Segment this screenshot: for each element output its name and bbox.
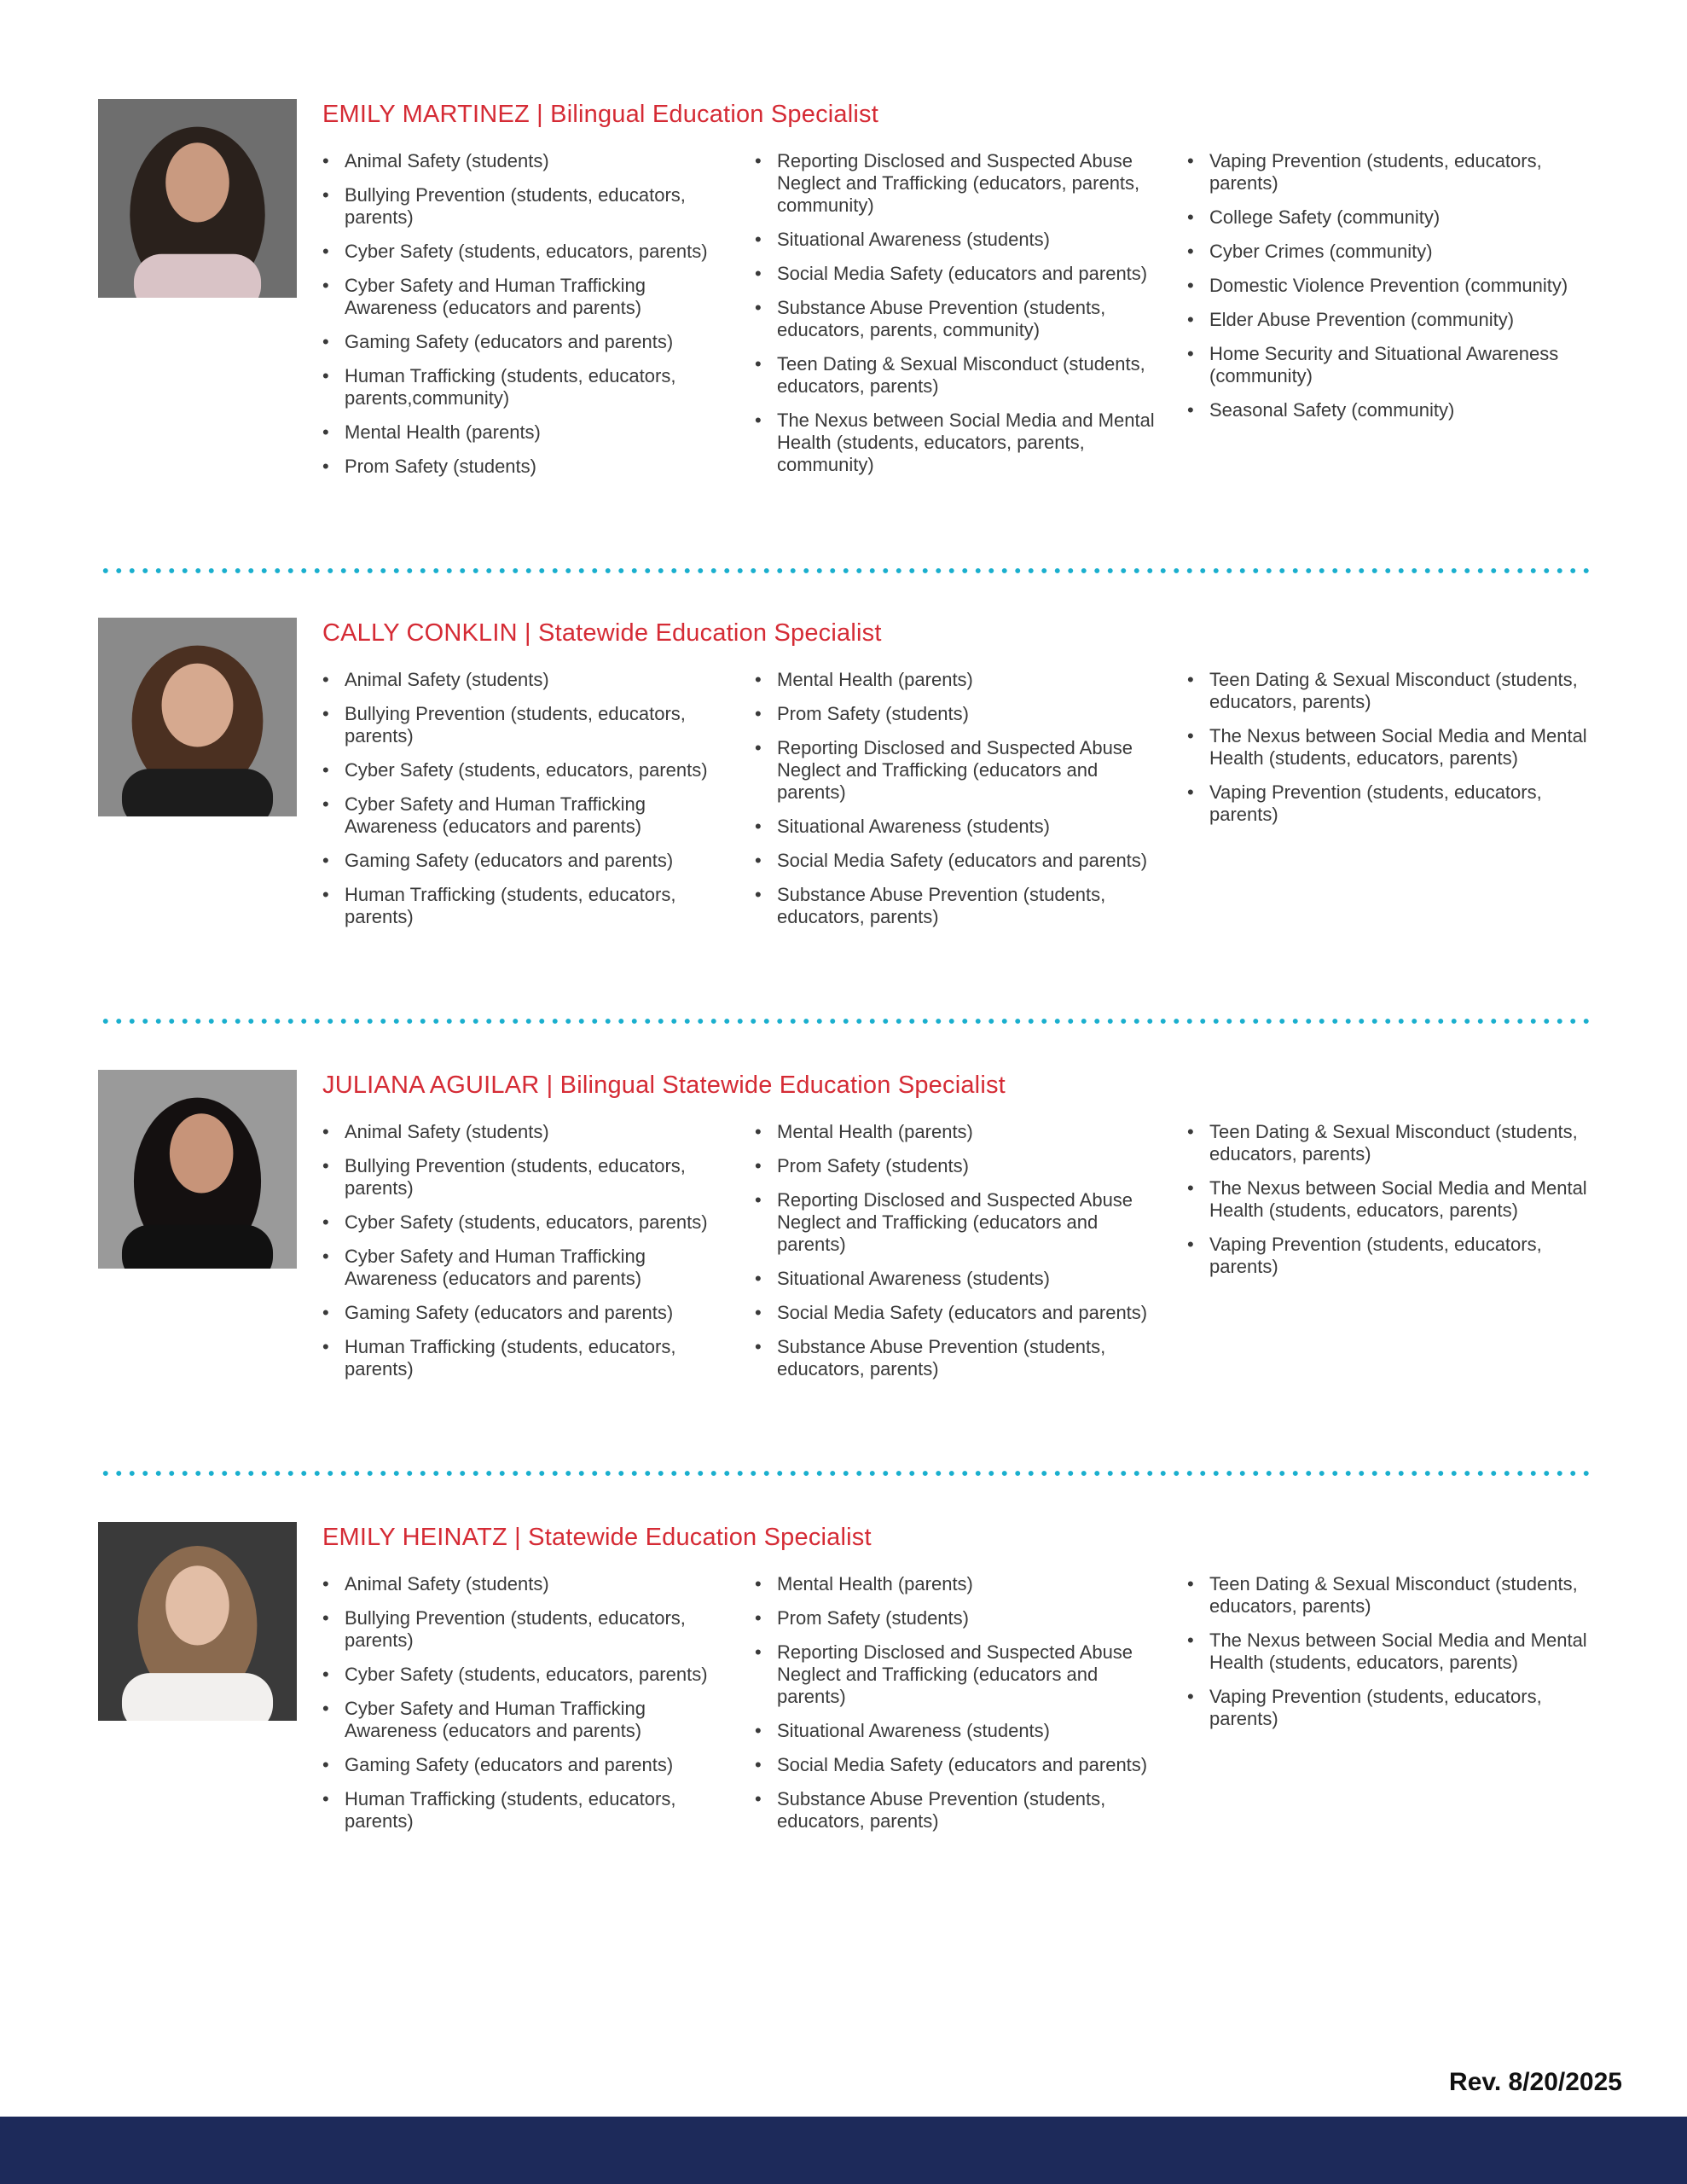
topics-column-2 — [755, 1573, 1156, 1844]
topic-item: • Cyber Safety and Human Trafficking Awareness (educators and parents) — [322, 1698, 723, 1742]
topic-item: • Bullying Prevention (students, educators, parents) — [322, 184, 723, 229]
specialist-heading: CALLY CONKLIN | Statewide Education Specialist — [322, 619, 882, 647]
topic-item: • Mental Health (parents) — [755, 1121, 1156, 1143]
topics-column-3 — [1187, 1121, 1588, 1290]
topic-item: • Social Media Safety (educators and parents) — [755, 1754, 1156, 1776]
topic-item: • Reporting Disclosed and Suspected Abuse Neglect and Trafficking (educators and parents) — [755, 1641, 1156, 1708]
specialist-heading: JULIANA AGUILAR | Bilingual Statewide Education Specialist — [322, 1072, 1006, 1099]
topic-item: • Elder Abuse Prevention (community) — [1187, 309, 1588, 331]
topic-item: • Reporting Disclosed and Suspected Abuse Neglect and Trafficking (educators and parents) — [755, 737, 1156, 804]
topic-item: • Human Trafficking (students, educators, parents) — [322, 1788, 723, 1833]
topic-item: • Home Security and Situational Awareness (community) — [1187, 343, 1588, 387]
revision-date: Rev. 8/20/2025 — [1449, 2068, 1622, 2096]
topic-item: • Animal Safety (students) — [322, 1121, 723, 1143]
topic-item: • Social Media Safety (educators and parents) — [755, 1302, 1156, 1324]
topic-item: • Bullying Prevention (students, educators, parents) — [322, 1607, 723, 1652]
topic-item: • Domestic Violence Prevention (community) — [1187, 275, 1588, 297]
topic-item: • Teen Dating & Sexual Misconduct (students, educators, parents) — [755, 353, 1156, 398]
topic-item: • Substance Abuse Prevention (students, educators, parents, community) — [755, 297, 1156, 341]
topic-item: • Substance Abuse Prevention (students, educators, parents) — [755, 1788, 1156, 1833]
topic-item: • The Nexus between Social Media and Mental Health (students, educators, parents) — [1187, 1177, 1588, 1222]
topic-item: • Cyber Safety (students, educators, parents) — [322, 241, 723, 263]
topic-item: • Animal Safety (students) — [322, 150, 723, 172]
topic-item: • Animal Safety (students) — [322, 669, 723, 691]
topic-item: • Seasonal Safety (community) — [1187, 399, 1588, 421]
topic-item: • Mental Health (parents) — [755, 669, 1156, 691]
topic-item: • Situational Awareness (students) — [755, 816, 1156, 838]
dotted-divider — [99, 1471, 1591, 1476]
topics-column-3 — [1187, 669, 1588, 838]
topic-item: • Gaming Safety (educators and parents) — [322, 1754, 723, 1776]
topic-item: • Prom Safety (students) — [755, 1155, 1156, 1177]
topic-item: • Cyber Safety and Human Trafficking Awareness (educators and parents) — [322, 793, 723, 838]
headshot-photo — [98, 1070, 297, 1269]
topics-column-1 — [322, 1121, 723, 1392]
topic-item: • Situational Awareness (students) — [755, 1720, 1156, 1742]
dotted-divider — [99, 568, 1591, 573]
topic-item: • Mental Health (parents) — [755, 1573, 1156, 1595]
topic-item: • Bullying Prevention (students, educators, parents) — [322, 1155, 723, 1199]
topic-item: • Gaming Safety (educators and parents) — [322, 1302, 723, 1324]
topics-column-1 — [322, 150, 723, 490]
topic-item: • Vaping Prevention (students, educators, parents) — [1187, 150, 1588, 195]
headshot-photo — [98, 618, 297, 816]
topic-item: • Cyber Safety (students, educators, parents) — [322, 759, 723, 781]
topic-item: • Teen Dating & Sexual Misconduct (students, educators, parents) — [1187, 1121, 1588, 1165]
topic-item: • The Nexus between Social Media and Mental Health (students, educators, parents) — [1187, 1629, 1588, 1674]
topic-item: • Teen Dating & Sexual Misconduct (students, educators, parents) — [1187, 1573, 1588, 1618]
topic-item: • Prom Safety (students) — [755, 1607, 1156, 1629]
headshot-photo — [98, 1522, 297, 1721]
topic-item: • Vaping Prevention (students, educators, parents) — [1187, 781, 1588, 826]
topic-item: • Animal Safety (students) — [322, 1573, 723, 1595]
specialist-heading: EMILY MARTINEZ | Bilingual Education Specialist — [322, 101, 878, 128]
topic-item: • Reporting Disclosed and Suspected Abuse Neglect and Trafficking (educators, parents, community) — [755, 150, 1156, 217]
topics-column-2 — [755, 150, 1156, 488]
topic-item: • The Nexus between Social Media and Mental Health (students, educators, parents) — [1187, 725, 1588, 770]
topics-column-3 — [1187, 1573, 1588, 1742]
topic-item: • Vaping Prevention (students, educators, parents) — [1187, 1234, 1588, 1278]
topic-item: • Human Trafficking (students, educators, parents) — [322, 884, 723, 928]
headshot-photo — [98, 99, 297, 298]
topic-item: • Human Trafficking (students, educators, parents) — [322, 1336, 723, 1380]
topic-item: • Substance Abuse Prevention (students, educators, parents) — [755, 884, 1156, 928]
topic-item: • Teen Dating & Sexual Misconduct (students, educators, parents) — [1187, 669, 1588, 713]
topic-item: • Prom Safety (students) — [755, 703, 1156, 725]
dotted-divider — [99, 1019, 1591, 1024]
topic-item: • Reporting Disclosed and Suspected Abuse Neglect and Trafficking (educators and parents) — [755, 1189, 1156, 1256]
topic-item: • Cyber Crimes (community) — [1187, 241, 1588, 263]
topic-item: • Cyber Safety (students, educators, parents) — [322, 1664, 723, 1686]
topics-column-1 — [322, 669, 723, 940]
topic-item: • Gaming Safety (educators and parents) — [322, 850, 723, 872]
topic-item: • Human Trafficking (students, educators, parents,community) — [322, 365, 723, 410]
topic-item: • Social Media Safety (educators and parents) — [755, 263, 1156, 285]
topic-item: • Cyber Safety and Human Trafficking Awareness (educators and parents) — [322, 1246, 723, 1290]
topic-item: • Bullying Prevention (students, educators, parents) — [322, 703, 723, 747]
topic-item: • The Nexus between Social Media and Mental Health (students, educators, parents, community) — [755, 410, 1156, 476]
specialist-heading: EMILY HEINATZ | Statewide Education Specialist — [322, 1524, 872, 1551]
topic-item: • Cyber Safety (students, educators, parents) — [322, 1211, 723, 1234]
topic-item: • Situational Awareness (students) — [755, 229, 1156, 251]
footer-band — [0, 2117, 1687, 2184]
topics-column-2 — [755, 669, 1156, 940]
topics-column-2 — [755, 1121, 1156, 1392]
topics-column-1 — [322, 1573, 723, 1844]
topics-column-3 — [1187, 150, 1588, 433]
topic-item: • Gaming Safety (educators and parents) — [322, 331, 723, 353]
topic-item: • Situational Awareness (students) — [755, 1268, 1156, 1290]
topic-item: • Vaping Prevention (students, educators, parents) — [1187, 1686, 1588, 1730]
topic-item: • Substance Abuse Prevention (students, educators, parents) — [755, 1336, 1156, 1380]
topic-item: • Prom Safety (students) — [322, 456, 723, 478]
topic-item: • Cyber Safety and Human Trafficking Awareness (educators and parents) — [322, 275, 723, 319]
topic-item: • Mental Health (parents) — [322, 421, 723, 444]
topic-item: • College Safety (community) — [1187, 206, 1588, 229]
topic-item: • Social Media Safety (educators and parents) — [755, 850, 1156, 872]
